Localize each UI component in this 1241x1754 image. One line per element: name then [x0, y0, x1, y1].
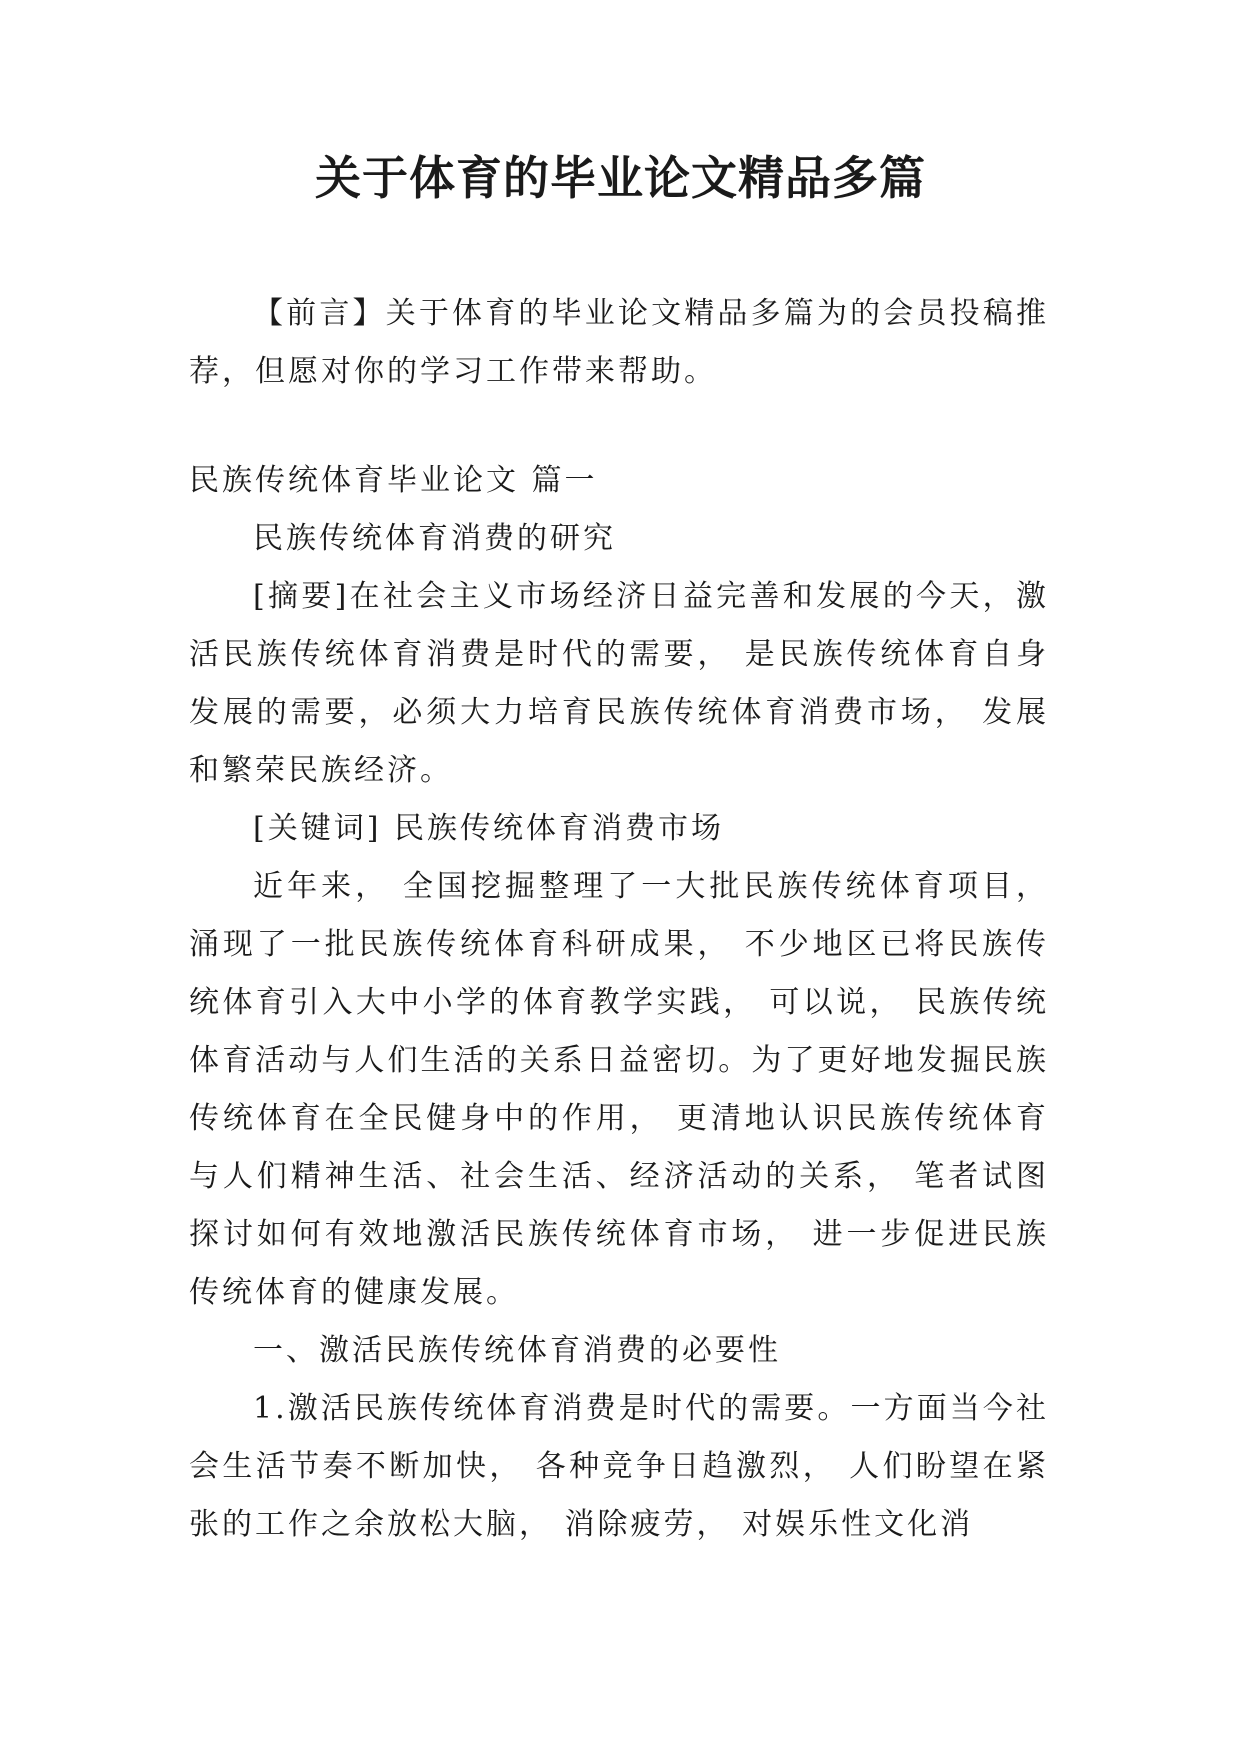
abstract-paragraph: [摘要]在社会主义市场经济日益完善和发展的今天，激活民族传统体育消费是时代的需要， 是民族传统体育自身发展的需要，必须大力培育民族传统体育消费市场， 发展和繁荣民族经济。 [189, 579, 1049, 788]
document-title: 关于体育的毕业论文精品多篇 [315, 151, 926, 205]
subsection-heading: 一、激活民族传统体育消费的必要性 [253, 1333, 781, 1368]
preface-paragraph: 【前言】关于体育的毕业论文精品多篇为的会员投稿推荐，但愿对你的学习工作带来帮助。 [189, 296, 1049, 389]
body-paragraph: 近年来， 全国挖掘整理了一大批民族传统体育项目，涌现了一批民族传统体育科研成果， 不少地区已将民族传统体育引入大中小学的体育教学实践， 可以说， 民族传统体育活动与人们生活的关系日益密切。为了更好地发掘民族传统体育在全民健身中的作用， 更清地认识民族传统体育与人们精神生活、社会生活、经济活动的关系， 笔者试图探讨如何有效地激活民族传统体育市场， 进一步促进民族传统体育的健康发展。 [189, 869, 1049, 1310]
body-paragraph: 1.激活民族传统体育消费是时代的需要。一方面当今社会生活节奏不断加快， 各种竞争日趋激烈， 人们盼望在紧张的工作之余放松大脑， 消除疲劳， 对娱乐性文化消 [189, 1391, 1049, 1542]
section-heading: 民族传统体育毕业论文 篇一 [189, 463, 598, 498]
paper-title: 民族传统体育消费的研究 [253, 521, 616, 556]
keywords-paragraph: [关键词] 民族传统体育消费市场 [253, 811, 724, 846]
document-body [189, 285, 1049, 1554]
